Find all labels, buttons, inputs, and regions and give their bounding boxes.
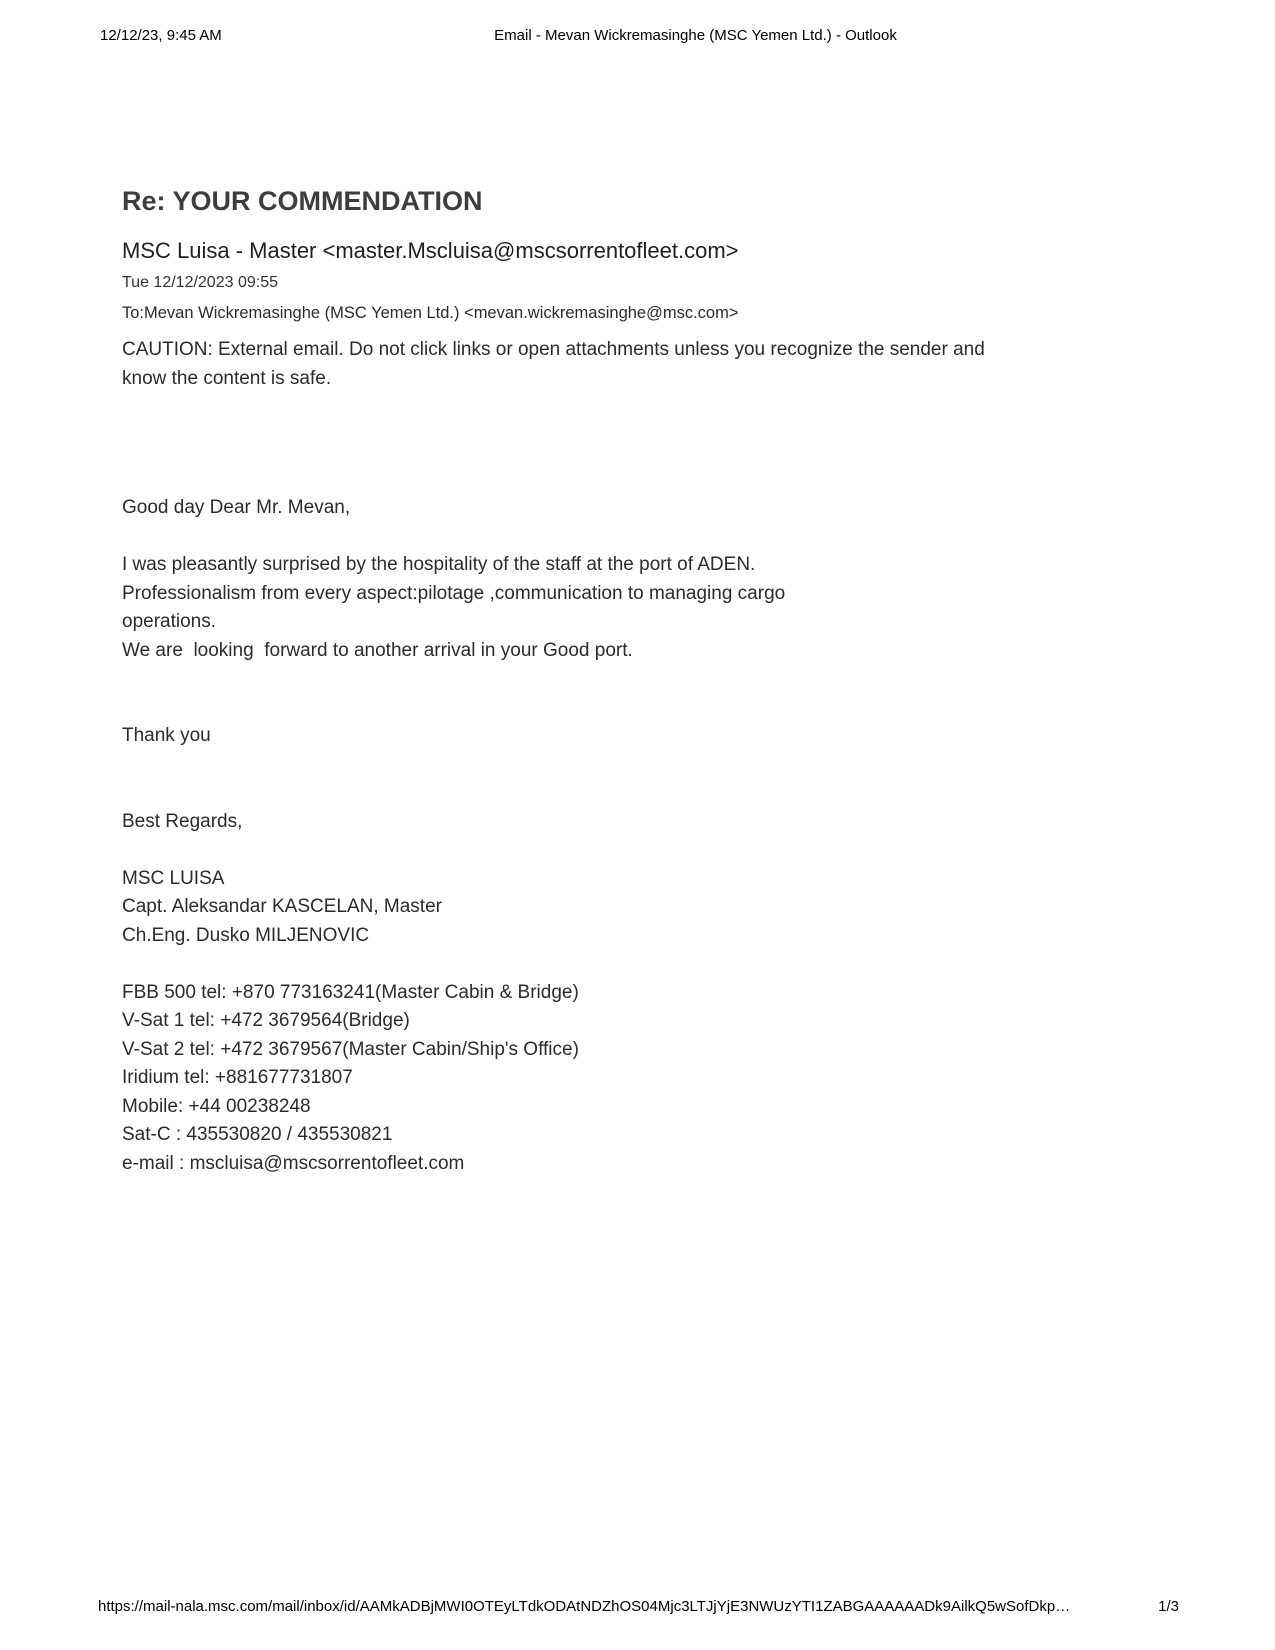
signature-master: Capt. Aleksandar KASCELAN, Master	[122, 896, 442, 917]
body-line-blank	[122, 694, 1162, 723]
contact-mobile: Mobile: +44 00238248	[122, 1095, 311, 1117]
print-title: Email - Mevan Wickremasinghe (MSC Yemen Ltd.) - Outlook	[494, 27, 897, 44]
body-line: We are looking forward to another arrival in your Good port.	[122, 639, 633, 661]
body-line-signoff: Best Regards,	[122, 810, 243, 832]
body-line-thanks: Thank you	[122, 725, 211, 746]
recipient-line: To:Mevan Wickremasinghe (MSC Yemen Ltd.) <mevan.wickremasinghe@msc.com>	[122, 304, 739, 322]
sent-date: Tue 12/12/2023 09:55	[122, 274, 278, 291]
body-line: operations.	[122, 611, 217, 632]
body-line-blank	[122, 665, 1162, 694]
body-line: I was pleasantly surprised by the hospitality of the staff at the port of ADEN.	[122, 554, 756, 575]
email-body	[122, 494, 1162, 1178]
print-datetime: 12/12/23, 9:45 AM	[100, 27, 222, 44]
email-content	[122, 185, 1162, 1178]
contact-vsat1-tel: V-Sat 1 tel: +472 3679564(Bridge)	[122, 1010, 410, 1031]
contact-satc: Sat-C : 435530820 / 435530821	[122, 1124, 393, 1145]
body-line-blank	[122, 523, 1162, 552]
body-line-blank	[122, 836, 1162, 865]
caution-notice	[122, 336, 1162, 393]
print-footer	[98, 1598, 1179, 1615]
body-line: Professionalism from every aspect:pilotage ,communication to managing cargo	[122, 582, 786, 604]
sender-line: MSC Luisa - Master <master.Mscluisa@mscsorrentofleet.com>	[122, 238, 739, 263]
page-number: 1/3	[1158, 1598, 1179, 1615]
footer-url: https://mail-nala.msc.com/mail/inbox/id/AAMkADBjMWI0OTEyLTdkODAtNDZhOS04Mjc3LTJjYjE3NWUzYTI1ZABGAAAAAADk9AilkQ5wSofDkp…	[98, 1598, 1071, 1615]
body-line-greeting: Good day Dear Mr. Mevan,	[122, 497, 351, 518]
signature-chief-engineer: Ch.Eng. Dusko MILJENOVIC	[122, 924, 370, 946]
print-header	[0, 27, 1275, 47]
email-subject: Re: YOUR COMMENDATION	[122, 186, 483, 216]
caution-line: CAUTION: External email. Do not click links or open attachments unless you recognize the sender and	[122, 339, 985, 360]
body-line-blank	[122, 950, 1162, 979]
contact-fbb-tel: FBB 500 tel: +870 773163241(Master Cabin & Bridge)	[122, 981, 579, 1003]
contact-iridium-tel: Iridium tel: +881677731807	[122, 1067, 353, 1088]
body-line-blank	[122, 751, 1162, 780]
contact-vsat2-tel: V-Sat 2 tel: +472 3679567(Master Cabin/Ship's Office)	[122, 1038, 579, 1060]
signature-vessel: MSC LUISA	[122, 867, 225, 889]
caution-line: know the content is safe.	[122, 367, 332, 389]
contact-email: e-mail : mscluisa@mscsorrentofleet.com	[122, 1152, 465, 1174]
body-line-blank	[122, 779, 1162, 808]
